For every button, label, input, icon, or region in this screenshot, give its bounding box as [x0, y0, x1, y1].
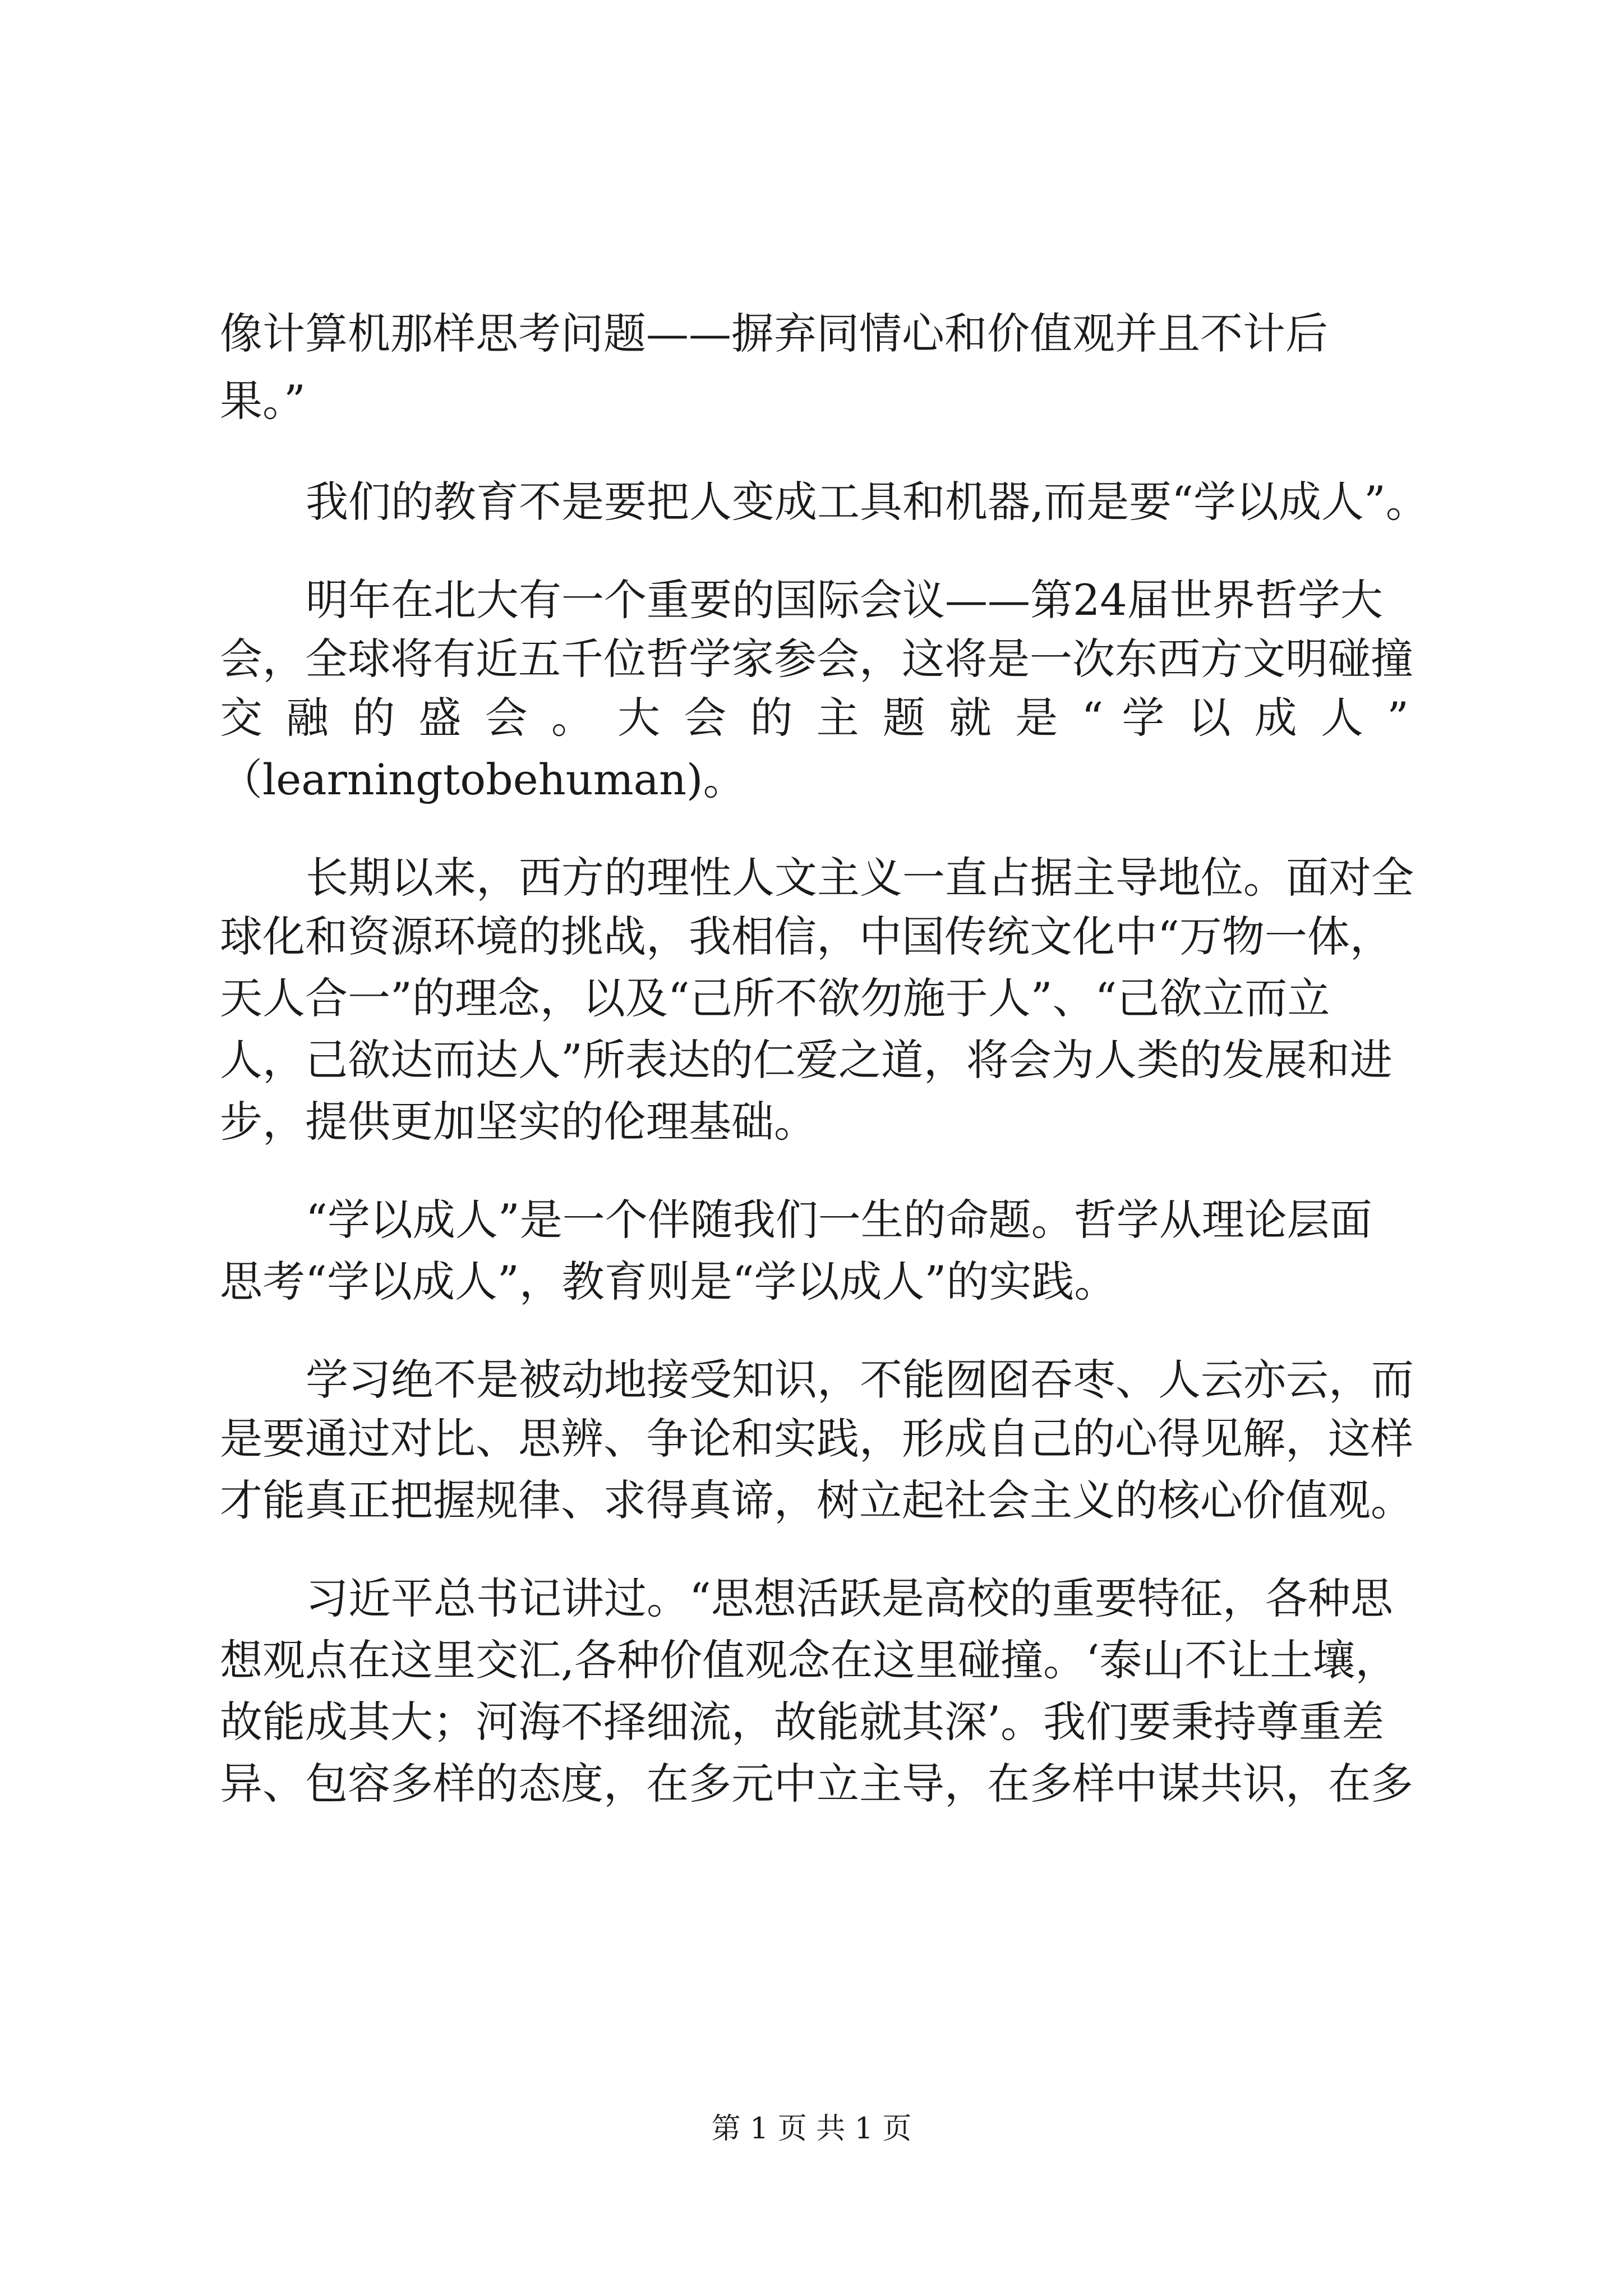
body-text-line: 球化和资源环境的挑战，我相信，中国传统文化中“万物一体，: [220, 912, 1393, 961]
body-text-line: “学以成人”是一个伴随我们一生的命题。哲学从理论层面: [306, 1195, 1372, 1245]
body-text-line: 交 融 的 盛 会 。 大 会 的 主 题 就 是 “ 学 以 成 人 ”: [220, 693, 1409, 743]
body-text-line: 想观点在这里交汇,各种价值观念在这里碰撞。‘泰山不让土壤，: [220, 1635, 1398, 1685]
body-text-line: 明年在北大有一个重要的国际会议——第24届世界哲学大: [306, 575, 1383, 625]
body-text-line: 我们的教育不是要把人变成工具和机器,而是要“学以成人”。: [306, 477, 1428, 527]
body-text-line: 步，提供更加坚实的伦理基础。: [220, 1097, 817, 1147]
body-text-line: 像计算机那样思考问题——摒弃同情心和价值观并且不计后: [220, 309, 1328, 358]
body-text-line: 果。”: [220, 376, 306, 426]
body-text-line: 人，己欲达而达人”所表达的仁爱之道，将会为人类的发展和进: [220, 1035, 1393, 1085]
body-text-line: 长期以来，西方的理性人文主义一直占据主导地位。面对全: [306, 853, 1414, 903]
body-text-line: 会，全球将有近五千位哲学家参会，这将是一次东西方文明碰撞: [220, 634, 1413, 684]
body-text-line: 学习绝不是被动地接受知识，不能囫囵吞枣、人云亦云，而: [306, 1355, 1414, 1405]
body-text-line: 天人合一”的理念，以及“己所不欲勿施于人”、“己欲立而立: [220, 973, 1330, 1023]
body-text-line: 习近平总书记讲过。“思想活跃是高校的重要特征，各种思: [306, 1573, 1393, 1623]
body-text-line: 思考“学以成人”，教育则是“学以成人”的实践。: [220, 1257, 1117, 1306]
body-text-line: （learningtobehuman)。: [220, 754, 746, 804]
body-text-line: 才能真正把握规律、求得真谛，树立起社会主义的核心价值观。: [220, 1475, 1413, 1525]
page-footer: 第 1 页 共 1 页: [711, 2112, 912, 2146]
body-text-line: 是要通过对比、思辨、争论和实践，形成自己的心得见解，这样: [220, 1414, 1413, 1464]
body-text-line: 异、包容多样的态度，在多元中立主导，在多样中谋共识，在多: [220, 1759, 1413, 1809]
body-text-line: 故能成其大；河海不择细流，故能就其深’。我们要秉持尊重差: [220, 1697, 1385, 1747]
